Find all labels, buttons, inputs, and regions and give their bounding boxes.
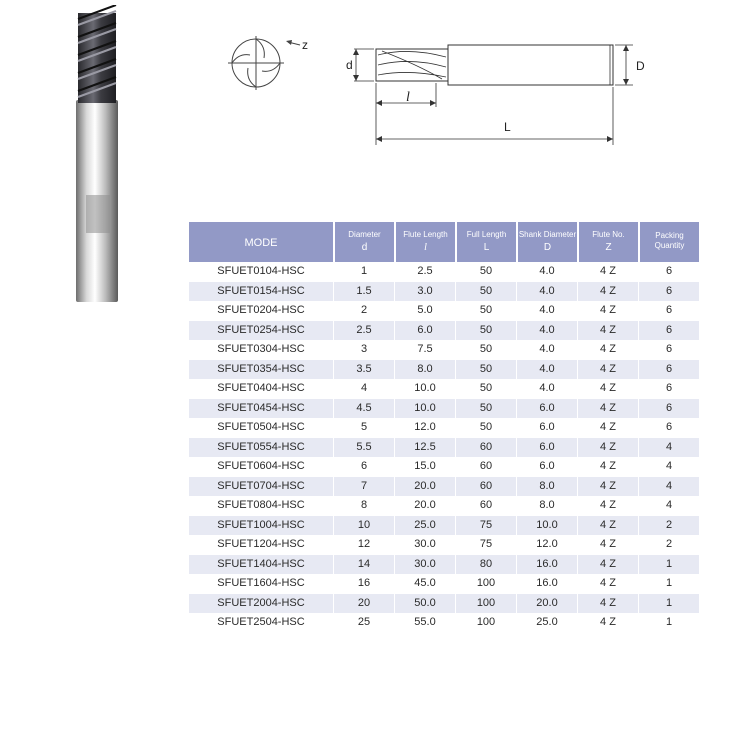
cell-shank-diameter: 4.0 bbox=[517, 360, 577, 380]
cell-shank-diameter: 6.0 bbox=[517, 438, 577, 458]
cell-flute-length: 12.0 bbox=[414, 421, 436, 434]
cell-diameter: 12 bbox=[357, 538, 371, 551]
cell-packing-quantity: 4 bbox=[639, 477, 699, 497]
cell-packing-quantity: 2 bbox=[665, 538, 673, 551]
cell-diameter: 5 bbox=[360, 421, 368, 434]
cell-shank-diameter: 4.0 bbox=[539, 343, 555, 356]
cell-mode: SFUET0204-HSC bbox=[217, 304, 305, 317]
cell-mode: SFUET1604-HSC bbox=[217, 577, 305, 590]
cell-diameter: 10 bbox=[334, 516, 394, 536]
spec-table bbox=[188, 222, 700, 633]
cell-full-length: 60 bbox=[456, 438, 516, 458]
table-row bbox=[189, 282, 699, 302]
cell-diameter: 4 bbox=[360, 382, 368, 395]
table-row bbox=[189, 477, 699, 497]
cell-full-length: 50 bbox=[479, 343, 493, 356]
cell-flute-length: 45.0 bbox=[414, 577, 436, 590]
cell-diameter: 4.5 bbox=[334, 399, 394, 419]
cell-flute-no: 4 Z bbox=[600, 304, 616, 317]
cell-flute-length: 25.0 bbox=[395, 516, 455, 536]
cell-flute-no: 4 Z bbox=[578, 477, 638, 497]
shank-diameter-label: D bbox=[636, 59, 645, 73]
cell-flute-length: 5.0 bbox=[417, 304, 433, 317]
cell-packing-quantity: 1 bbox=[665, 616, 673, 629]
cell-flute-no: 4 Z bbox=[578, 438, 638, 458]
cell-mode: SFUET0254-HSC bbox=[189, 321, 333, 341]
cell-flute-no: 4 Z bbox=[600, 538, 616, 551]
cell-mode: SFUET0154-HSC bbox=[189, 282, 333, 302]
cell-flute-length: 20.0 bbox=[395, 477, 455, 497]
cell-full-length: 100 bbox=[476, 616, 496, 629]
cell-flute-length: 10.0 bbox=[395, 399, 455, 419]
table-body bbox=[189, 262, 699, 633]
cell-packing-quantity: 1 bbox=[639, 594, 699, 614]
cell-mode: SFUET0454-HSC bbox=[189, 399, 333, 419]
table-row bbox=[189, 457, 699, 477]
cell-full-length: 50 bbox=[479, 421, 493, 434]
flute-count-label: z bbox=[302, 38, 308, 52]
cell-flute-length: 55.0 bbox=[414, 616, 436, 629]
cell-mode: SFUET0804-HSC bbox=[217, 499, 305, 512]
cell-full-length: 75 bbox=[456, 516, 516, 536]
cell-packing-quantity: 6 bbox=[639, 399, 699, 419]
cell-diameter: 1 bbox=[360, 265, 368, 278]
full-length-label: L bbox=[504, 120, 511, 134]
cell-flute-no: 4 Z bbox=[578, 399, 638, 419]
cell-full-length: 50 bbox=[456, 321, 516, 341]
cell-flute-length: 10.0 bbox=[414, 382, 436, 395]
cell-full-length: 50 bbox=[479, 265, 493, 278]
cell-shank-diameter: 4.0 bbox=[539, 265, 555, 278]
cell-packing-quantity: 6 bbox=[665, 421, 673, 434]
cell-flute-no: 4 Z bbox=[600, 265, 616, 278]
cell-full-length: 50 bbox=[479, 304, 493, 317]
cell-flute-no: 4 Z bbox=[600, 382, 616, 395]
cell-full-length: 50 bbox=[456, 399, 516, 419]
table-row bbox=[189, 613, 699, 633]
flute-length-label: l bbox=[406, 90, 410, 105]
cell-packing-quantity: 2 bbox=[639, 516, 699, 536]
table-row bbox=[189, 262, 699, 282]
cell-shank-diameter: 20.0 bbox=[517, 594, 577, 614]
table-header-row bbox=[189, 222, 699, 262]
cell-full-length: 60 bbox=[479, 499, 493, 512]
header-mode: MODE bbox=[189, 222, 333, 262]
cell-packing-quantity: 4 bbox=[665, 499, 673, 512]
cell-packing-quantity: 1 bbox=[665, 577, 673, 590]
table-row bbox=[189, 301, 699, 321]
cell-packing-quantity: 4 bbox=[639, 438, 699, 458]
cell-flute-length: 7.5 bbox=[417, 343, 433, 356]
cell-diameter: 8 bbox=[360, 499, 368, 512]
cell-flute-length: 30.0 bbox=[414, 538, 436, 551]
cell-shank-diameter: 16.0 bbox=[536, 577, 558, 590]
table-row bbox=[189, 438, 699, 458]
table-row bbox=[189, 418, 699, 438]
cell-diameter: 7 bbox=[334, 477, 394, 497]
cell-shank-diameter: 25.0 bbox=[536, 616, 558, 629]
cell-shank-diameter: 8.0 bbox=[517, 477, 577, 497]
cell-full-length: 80 bbox=[456, 555, 516, 575]
cell-full-length: 100 bbox=[476, 577, 496, 590]
header-diameter: Diameter d bbox=[334, 222, 394, 262]
cell-packing-quantity: 4 bbox=[665, 460, 673, 473]
end-mill-photo bbox=[62, 5, 132, 305]
table-row bbox=[189, 399, 699, 419]
table-row bbox=[189, 340, 699, 360]
cell-flute-length: 8.0 bbox=[395, 360, 455, 380]
cell-full-length: 100 bbox=[456, 594, 516, 614]
cell-flute-length: 50.0 bbox=[395, 594, 455, 614]
cell-flute-no: 4 Z bbox=[600, 421, 616, 434]
cell-flute-no: 4 Z bbox=[578, 360, 638, 380]
cell-flute-no: 4 Z bbox=[600, 499, 616, 512]
cell-full-length: 75 bbox=[479, 538, 493, 551]
cell-diameter: 14 bbox=[334, 555, 394, 575]
table-row bbox=[189, 594, 699, 614]
header-packing-quantity: Packing Quantity bbox=[639, 222, 699, 262]
cell-shank-diameter: 4.0 bbox=[517, 282, 577, 302]
cell-mode: SFUET0354-HSC bbox=[189, 360, 333, 380]
cell-shank-diameter: 6.0 bbox=[539, 421, 555, 434]
table-row bbox=[189, 516, 699, 536]
cell-shank-diameter: 6.0 bbox=[517, 399, 577, 419]
end-view-diagram bbox=[218, 28, 318, 98]
cell-mode: SFUET0604-HSC bbox=[217, 460, 305, 473]
table-row bbox=[189, 555, 699, 575]
cell-mode: SFUET0704-HSC bbox=[189, 477, 333, 497]
cell-flute-length: 20.0 bbox=[414, 499, 436, 512]
cell-packing-quantity: 6 bbox=[639, 282, 699, 302]
cell-flute-no: 4 Z bbox=[578, 516, 638, 536]
cell-full-length: 50 bbox=[456, 282, 516, 302]
cell-flute-no: 4 Z bbox=[600, 460, 616, 473]
cell-mode: SFUET0404-HSC bbox=[217, 382, 305, 395]
cell-shank-diameter: 4.0 bbox=[539, 304, 555, 317]
header-flute-no: Flute No. Z bbox=[578, 222, 638, 262]
cell-diameter: 2 bbox=[360, 304, 368, 317]
header-full-length: Full Length L bbox=[456, 222, 516, 262]
cell-full-length: 50 bbox=[479, 382, 493, 395]
cell-shank-diameter: 16.0 bbox=[517, 555, 577, 575]
cell-shank-diameter: 12.0 bbox=[536, 538, 558, 551]
cell-full-length: 50 bbox=[456, 360, 516, 380]
cell-flute-no: 4 Z bbox=[600, 343, 616, 356]
cell-diameter: 20 bbox=[334, 594, 394, 614]
cell-flute-length: 6.0 bbox=[395, 321, 455, 341]
cell-diameter: 6 bbox=[360, 460, 368, 473]
side-view-diagram bbox=[338, 35, 658, 155]
cell-flute-length: 3.0 bbox=[395, 282, 455, 302]
cell-diameter: 16 bbox=[357, 577, 371, 590]
header-shank-diameter: Shank Diameter D bbox=[517, 222, 577, 262]
table-row bbox=[189, 574, 699, 594]
cell-mode: SFUET1404-HSC bbox=[189, 555, 333, 575]
cell-diameter: 3.5 bbox=[334, 360, 394, 380]
cell-flute-length: 2.5 bbox=[417, 265, 433, 278]
cell-packing-quantity: 6 bbox=[639, 360, 699, 380]
cell-packing-quantity: 6 bbox=[665, 343, 673, 356]
cell-flute-length: 15.0 bbox=[414, 460, 436, 473]
table-row bbox=[189, 379, 699, 399]
cell-mode: SFUET0304-HSC bbox=[217, 343, 305, 356]
cell-mode: SFUET2004-HSC bbox=[189, 594, 333, 614]
cell-flute-no: 4 Z bbox=[578, 555, 638, 575]
cell-packing-quantity: 6 bbox=[665, 382, 673, 395]
table-row bbox=[189, 496, 699, 516]
cell-flute-no: 4 Z bbox=[578, 321, 638, 341]
cell-flute-length: 30.0 bbox=[395, 555, 455, 575]
cell-diameter: 5.5 bbox=[334, 438, 394, 458]
cell-shank-diameter: 8.0 bbox=[539, 499, 555, 512]
cell-full-length: 60 bbox=[456, 477, 516, 497]
cell-mode: SFUET1004-HSC bbox=[189, 516, 333, 536]
cell-shank-diameter: 4.0 bbox=[539, 382, 555, 395]
cell-flute-no: 4 Z bbox=[600, 577, 616, 590]
cell-diameter: 3 bbox=[360, 343, 368, 356]
cell-packing-quantity: 1 bbox=[639, 555, 699, 575]
header-flute-length: Flute Length l bbox=[395, 222, 455, 262]
cell-diameter: 2.5 bbox=[334, 321, 394, 341]
cell-flute-no: 4 Z bbox=[578, 594, 638, 614]
table-row bbox=[189, 535, 699, 555]
table-row bbox=[189, 321, 699, 341]
cell-packing-quantity: 6 bbox=[665, 304, 673, 317]
cell-mode: SFUET0554-HSC bbox=[189, 438, 333, 458]
cell-shank-diameter: 4.0 bbox=[517, 321, 577, 341]
cell-full-length: 60 bbox=[479, 460, 493, 473]
cell-packing-quantity: 6 bbox=[639, 321, 699, 341]
cell-mode: SFUET2504-HSC bbox=[217, 616, 305, 629]
cell-shank-diameter: 10.0 bbox=[517, 516, 577, 536]
cell-diameter: 25 bbox=[357, 616, 371, 629]
cell-mode: SFUET0104-HSC bbox=[217, 265, 305, 278]
cell-diameter: 1.5 bbox=[334, 282, 394, 302]
cell-packing-quantity: 6 bbox=[665, 265, 673, 278]
cell-mode: SFUET0504-HSC bbox=[217, 421, 305, 434]
cell-flute-length: 12.5 bbox=[395, 438, 455, 458]
cutting-diameter-label: d bbox=[346, 58, 353, 72]
table-row bbox=[189, 360, 699, 380]
cell-mode: SFUET1204-HSC bbox=[217, 538, 305, 551]
cell-flute-no: 4 Z bbox=[600, 616, 616, 629]
cell-shank-diameter: 6.0 bbox=[539, 460, 555, 473]
cell-flute-no: 4 Z bbox=[578, 282, 638, 302]
